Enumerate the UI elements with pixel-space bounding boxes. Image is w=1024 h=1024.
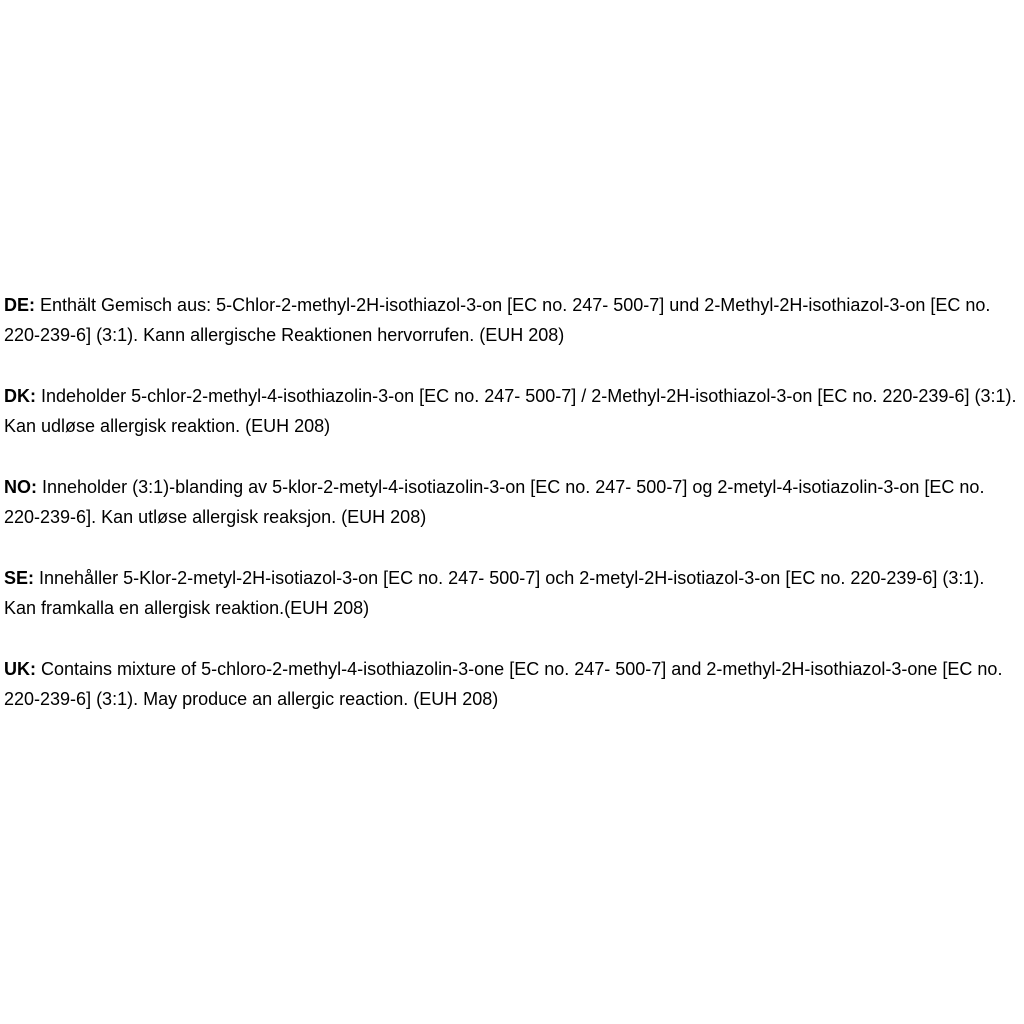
paragraph-text-de: Enthält Gemisch aus: 5-Chlor-2-methyl-2H-isothiazol-3-on [EC no. 247- 500-7] und 2-Methyl-2H-isothiazol-3-on [EC no. 220-239-6] (3:1). Kann allergische Reaktionen hervorrufen. (EUH 208) [4, 295, 991, 345]
language-code-uk: UK: [4, 659, 36, 679]
document-body [4, 290, 1020, 745]
paragraph-text-no: Inneholder (3:1)-blanding av 5-klor-2-metyl-4-isotiazolin-3-on [EC no. 247- 500-7] og 2-metyl-4-isotiazolin-3-on [EC no. 220-239-6]. Kan utløse allergisk reaksjon. (EUH 208) [4, 477, 985, 527]
language-code-de: DE: [4, 295, 35, 315]
paragraph-se [4, 563, 1020, 623]
paragraph-dk [4, 381, 1020, 441]
paragraph-text-dk: Indeholder 5-chlor-2-methyl-4-isothiazolin-3-on [EC no. 247- 500-7] / 2-Methyl-2H-isothiazol-3-on [EC no. 220-239-6] (3:1). Kan udløse allergisk reaktion. (EUH 208) [4, 386, 1017, 436]
language-code-dk: DK: [4, 386, 36, 406]
paragraph-de [4, 290, 1020, 350]
language-code-se: SE: [4, 568, 35, 588]
paragraph-text-se: Innehåller 5-Klor-2-metyl-2H-isotiazol-3-on [EC no. 247- 500-7] och 2-metyl-2H-isotiazol-3-on [EC no. 220-239-6] (3:1). Kan framkalla en allergisk reaktion.(EUH 208) [4, 568, 985, 618]
paragraph-no [4, 472, 1020, 532]
paragraph-text-uk: Contains mixture of 5-chloro-2-methyl-4-isothiazolin-3-one [EC no. 247- 500-7] and 2-methyl-2H-isothiazol-3-one [EC no. 220-239-6] (3:1). May produce an allergic reaction. (EUH 208) [4, 659, 1003, 709]
language-code-no: NO: [4, 477, 37, 497]
paragraph-uk [4, 654, 1020, 714]
